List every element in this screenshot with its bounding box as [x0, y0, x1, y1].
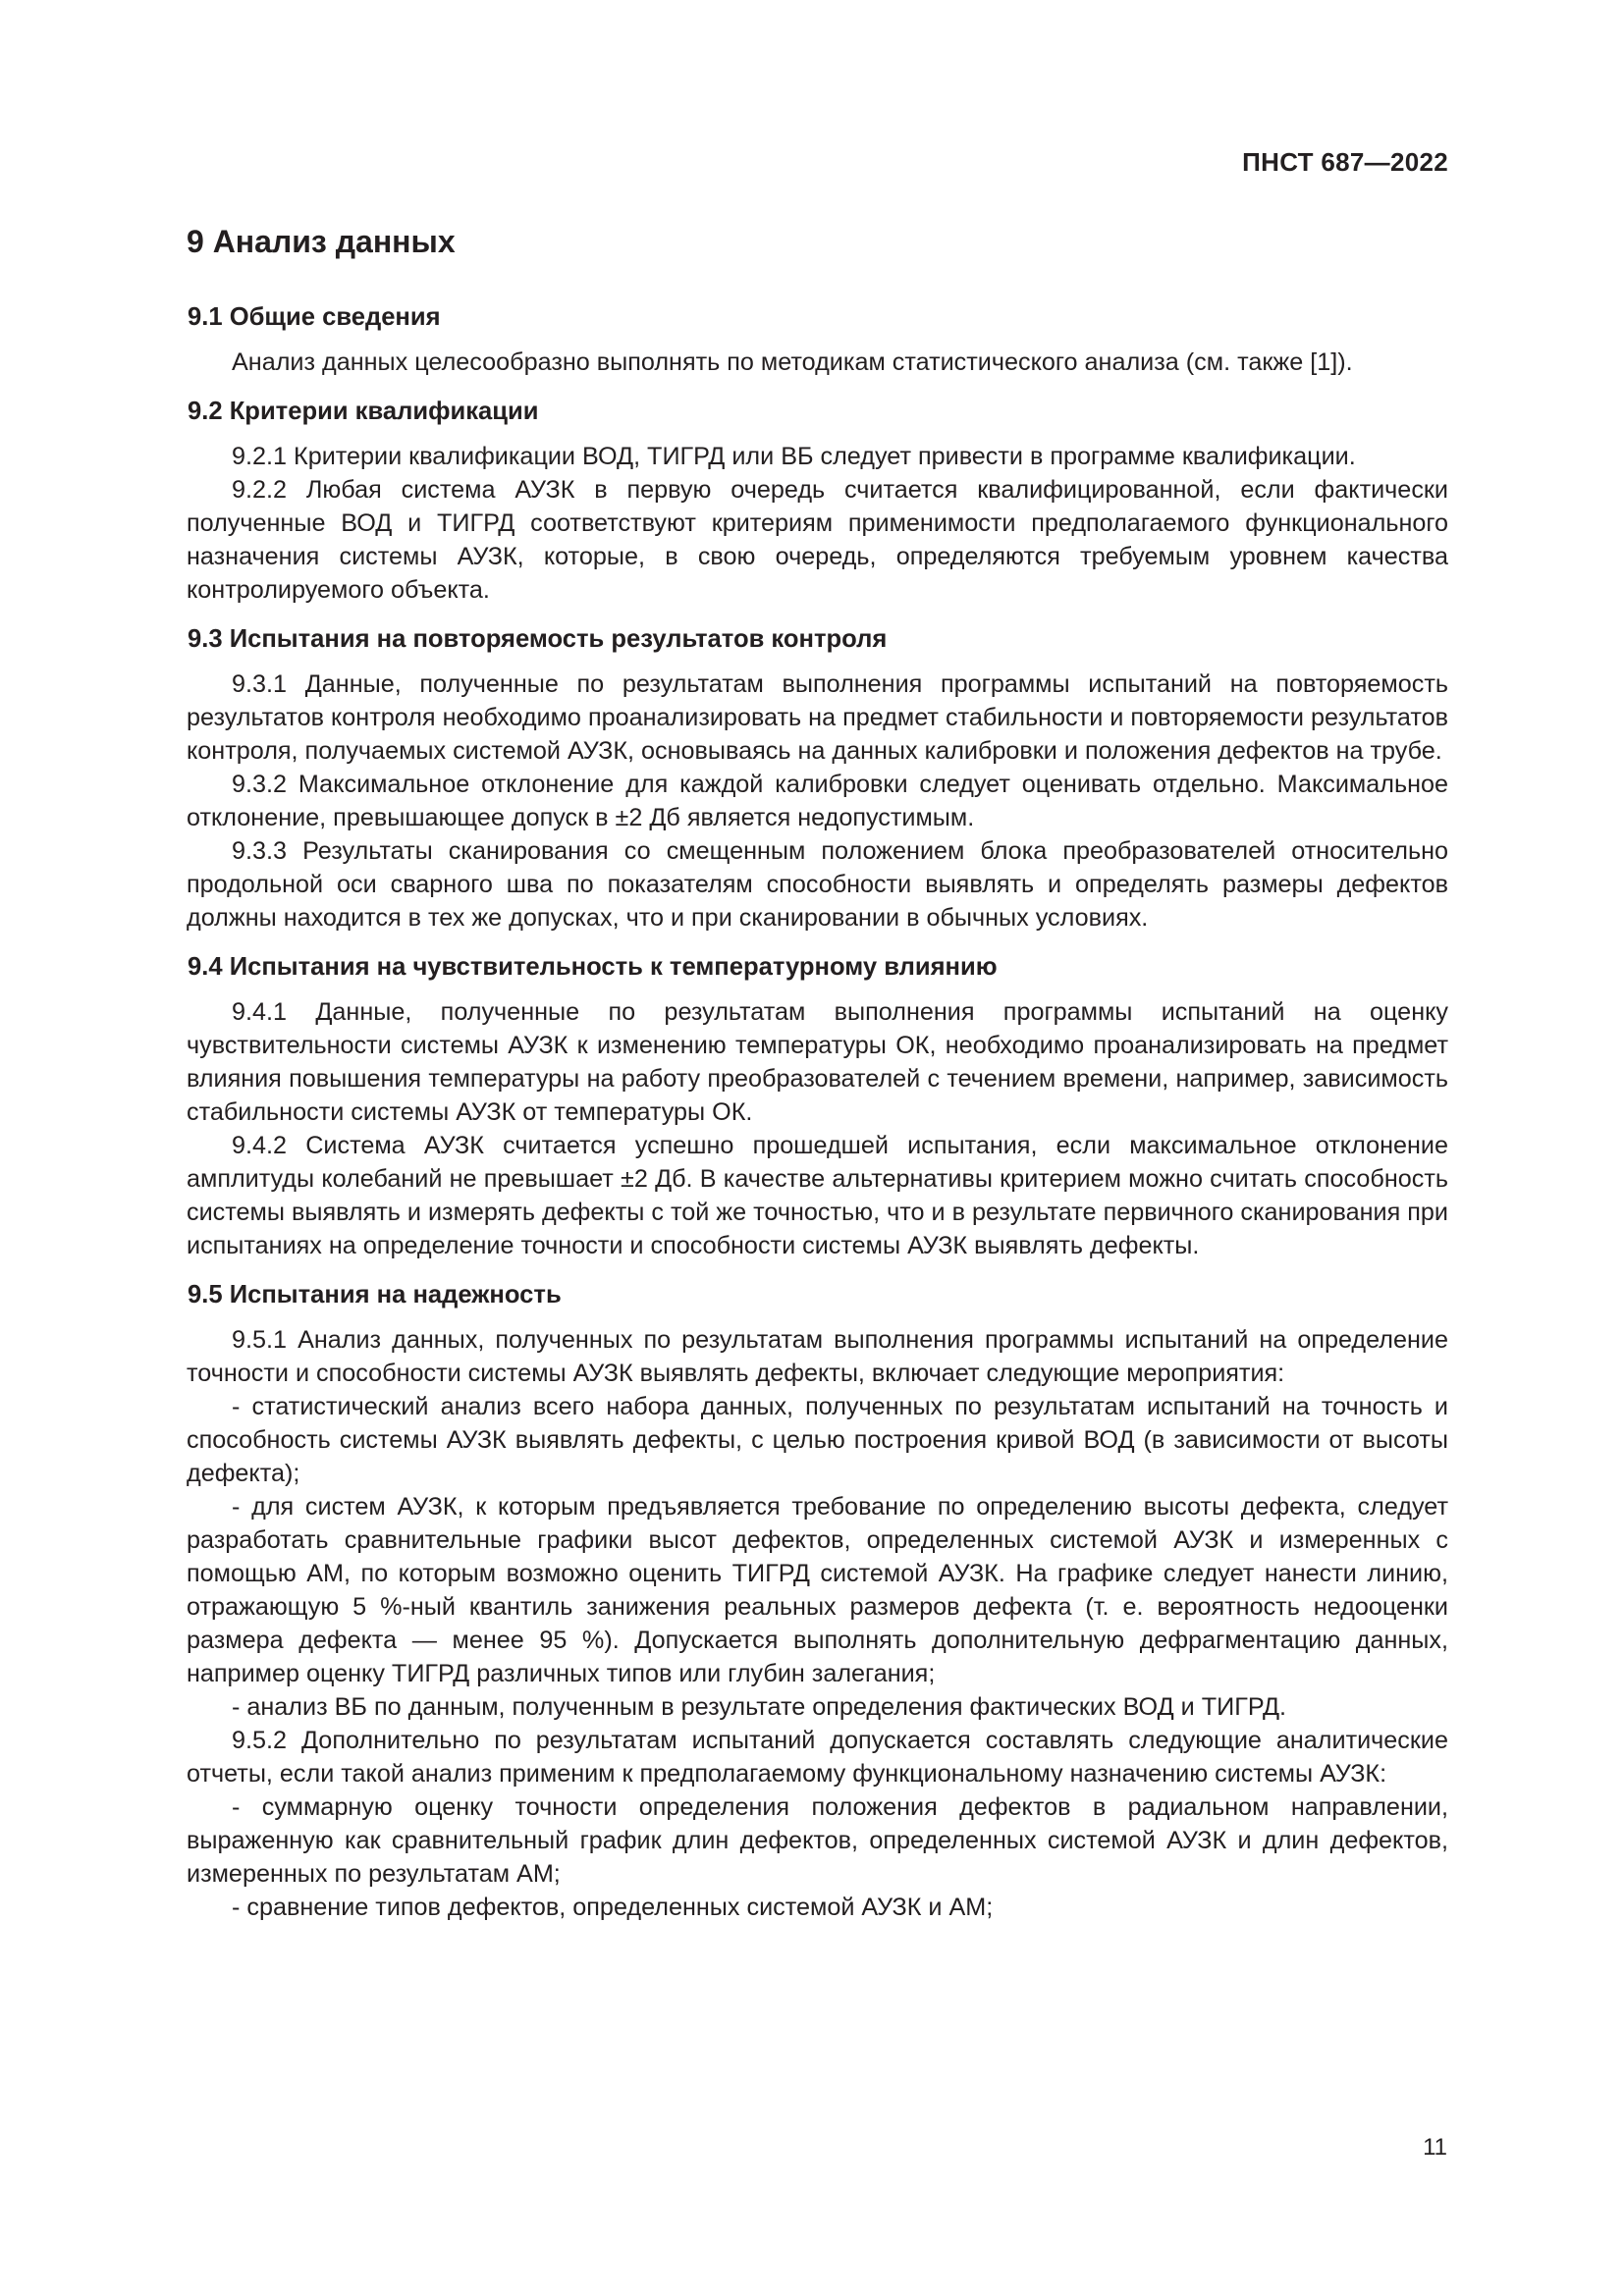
list-item: - статистический анализ всего набора данных, полученных по результатам испытаний на точность и способность системы АУЗК выявлять дефекты, с целью построения кривой ВОД (в зависимости от высоты дефекта);: [187, 1393, 1448, 1487]
document-code: ПНСТ 687—2022: [1242, 147, 1448, 177]
subsection-title-9-2: 9.2 Критерии квалификации: [188, 398, 539, 425]
paragraph-9-3-2: 9.3.2 Максимальное отклонение для каждой калибровки следует оценивать отдельно. Максимальное отклонение, превышающее допуск в ±2 Дб является недопустимым.: [187, 771, 1448, 831]
paragraph-9-5-1: 9.5.1 Анализ данных, полученных по результатам выполнения программы испытаний на определение точности и способности системы АУЗК выявлять дефекты, включает следующие мероприятия:: [187, 1326, 1448, 1387]
subsection-title-9-5: 9.5 Испытания на надежность: [188, 1281, 562, 1308]
section-title: 9 Анализ данных: [187, 224, 456, 259]
page-content: [187, 222, 1448, 1924]
paragraph-9-1: Анализ данных целесообразно выполнять по методикам статистического анализа (см. также [1]).: [232, 348, 1353, 376]
list-item: - суммарную оценку точности определения положения дефектов в радиальном направлении, выраженную как сравнительный график длин дефектов, определенных системой АУЗК и длин дефектов, измеренных по результатам АМ;: [187, 1793, 1448, 1888]
paragraph-9-5-2: 9.5.2 Дополнительно по результатам испытаний допускается составлять следующие аналитические отчеты, если такой анализ применим к предполагаемому функциональному назначению системы АУЗК:: [187, 1727, 1448, 1788]
list-item: - для систем АУЗК, к которым предъявляется требование по определению высоты дефекта, следует разработать сравнительные графики высот дефектов, определенных системой АУЗК и измеренных с помощью АМ, по которым возможно оценить ТИГРД системой АУЗК. На графике следует нанести линию, отражающую 5 %-ный квантиль занижения реальных размеров дефекта (т. е. вероятность недооценки размера дефекта — менее 95 %). Допускается выполнять дополнительную дефрагментацию данных, например оценку ТИГРД различных типов или глубин залегания;: [187, 1493, 1448, 1687]
page-number: 11: [1423, 2134, 1447, 2161]
subsection-title-9-4: 9.4 Испытания на чувствительность к температурному влиянию: [188, 953, 998, 981]
paragraph-9-2-1: 9.2.1 Критерии квалификации ВОД, ТИГРД или ВБ следует привести в программе квалификации.: [232, 443, 1356, 470]
subsection-title-9-3: 9.3 Испытания на повторяемость результатов контроля: [188, 625, 888, 653]
paragraph-9-3-1: 9.3.1 Данные, полученные по результатам выполнения программы испытаний на повторяемость результатов контроля необходимо проанализировать на предмет стабильности и повторяемости результатов контроля, получаемых системой АУЗК, основываясь на данных калибровки и положения дефектов на трубе.: [187, 670, 1448, 765]
list-item: - сравнение типов дефектов, определенных системой АУЗК и АМ;: [232, 1894, 994, 1921]
paragraph-9-3-3: 9.3.3 Результаты сканирования со смещенным положением блока преобразователей относительно продольной оси сварного шва по показателям способности выявлять и определять размеры дефектов должны находится в тех же допусках, что и при сканировании в обычных условиях.: [187, 837, 1448, 932]
paragraph-9-4-1: 9.4.1 Данные, полученные по результатам выполнения программы испытаний на оценку чувствительности системы АУЗК к изменению температуры ОК, необходимо проанализировать на предмет влияния повышения температуры на работу преобразователей с течением времени, например, зависимость стабильности системы АУЗК от температуры ОК.: [187, 998, 1448, 1126]
paragraph-9-4-2: 9.4.2 Система АУЗК считается успешно прошедшей испытания, если максимальное отклонение амплитуды колебаний не превышает ±2 Дб. В качестве альтернативы критерием можно считать способность системы выявлять и измерять дефекты с той же точностью, что и в результате первичного сканирования при испытаниях на определение точности и способности системы АУЗК выявлять дефекты.: [187, 1132, 1448, 1259]
list-item: - анализ ВБ по данным, полученным в результате определения фактических ВОД и ТИГРД.: [232, 1693, 1287, 1721]
subsection-title-9-1: 9.1 Общие сведения: [188, 303, 441, 331]
paragraph-9-2-2: 9.2.2 Любая система АУЗК в первую очередь считается квалифицированной, если фактически полученные ВОД и ТИГРД соответствуют критериям применимости предполагаемого функционального назначения системы АУЗК, которые, в свою очередь, определяются требуемым уровнем качества контролируемого объекта.: [187, 476, 1448, 604]
